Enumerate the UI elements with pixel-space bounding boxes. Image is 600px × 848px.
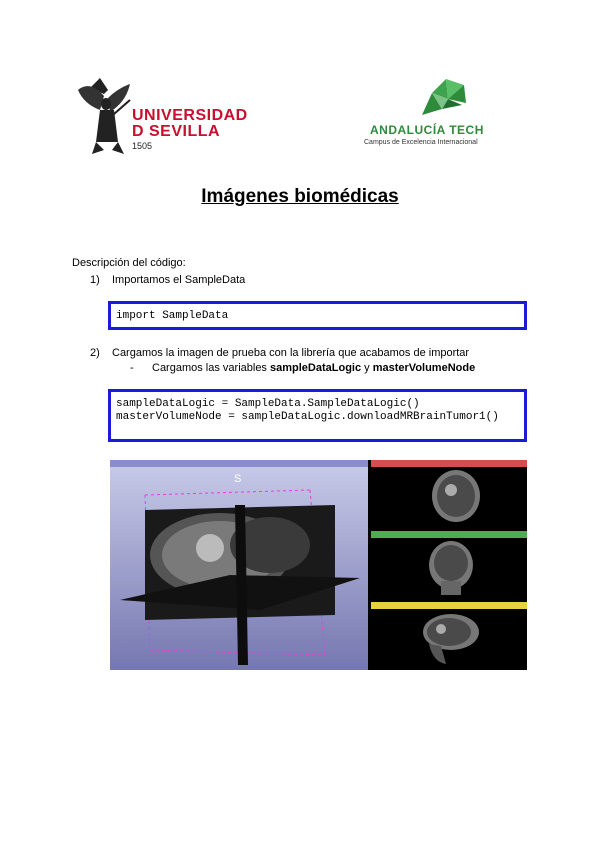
list-item xyxy=(90,274,245,286)
universidad-sevilla-logo xyxy=(70,70,250,160)
slice-view-green xyxy=(371,531,527,599)
andalucia-tech-logo xyxy=(350,75,515,155)
sub-dash: - xyxy=(130,362,134,374)
brain-mri-3d-icon xyxy=(110,460,368,670)
variable-name: masterVolumeNode xyxy=(372,362,476,374)
view-3d xyxy=(110,460,368,670)
slice-view-red xyxy=(371,460,527,528)
slicer-screenshot xyxy=(110,460,527,670)
code-block xyxy=(108,389,527,442)
at-name: ANDALUCÍA TECH xyxy=(370,123,484,137)
orientation-label: S xyxy=(234,473,242,485)
geometric-leaf-icon xyxy=(412,75,472,123)
univ-line1: UNIVERSIDAD xyxy=(132,107,248,124)
sub-text-mid: y xyxy=(361,362,373,374)
code-block xyxy=(108,301,527,330)
variable-name: sampleDataLogic xyxy=(270,362,362,374)
coronal-brain-icon xyxy=(371,531,527,599)
page-title: Imágenes biomédicas xyxy=(201,186,399,207)
description-heading: Descripción del código: xyxy=(72,257,186,269)
list-text: Cargamos la imagen de prueba con la librería que acabamos de importar xyxy=(112,347,470,359)
code-line: masterVolumeNode = sampleDataLogic.downloadMRBrainTumor1() xyxy=(116,411,499,423)
code-line: import SampleData xyxy=(116,310,229,322)
univ-line2: D SEVILLA xyxy=(132,123,221,140)
slice-view-yellow xyxy=(371,602,527,670)
list-number: 2) xyxy=(90,347,100,359)
list-item xyxy=(90,347,469,359)
at-subtitle: Campus de Excelencia Internacional xyxy=(364,139,478,146)
sagittal-brain-icon xyxy=(371,602,527,670)
sub-list-item xyxy=(130,362,475,374)
angel-emblem-icon xyxy=(70,70,140,160)
sub-text-pre: Cargamos las variables xyxy=(152,362,270,374)
list-number: 1) xyxy=(90,274,100,286)
list-text: Importamos el SampleData xyxy=(112,274,246,286)
code-line: sampleDataLogic = SampleData.SampleDataLogic() xyxy=(116,398,420,410)
axial-brain-icon xyxy=(371,460,527,528)
univ-year: 1505 xyxy=(132,141,153,151)
